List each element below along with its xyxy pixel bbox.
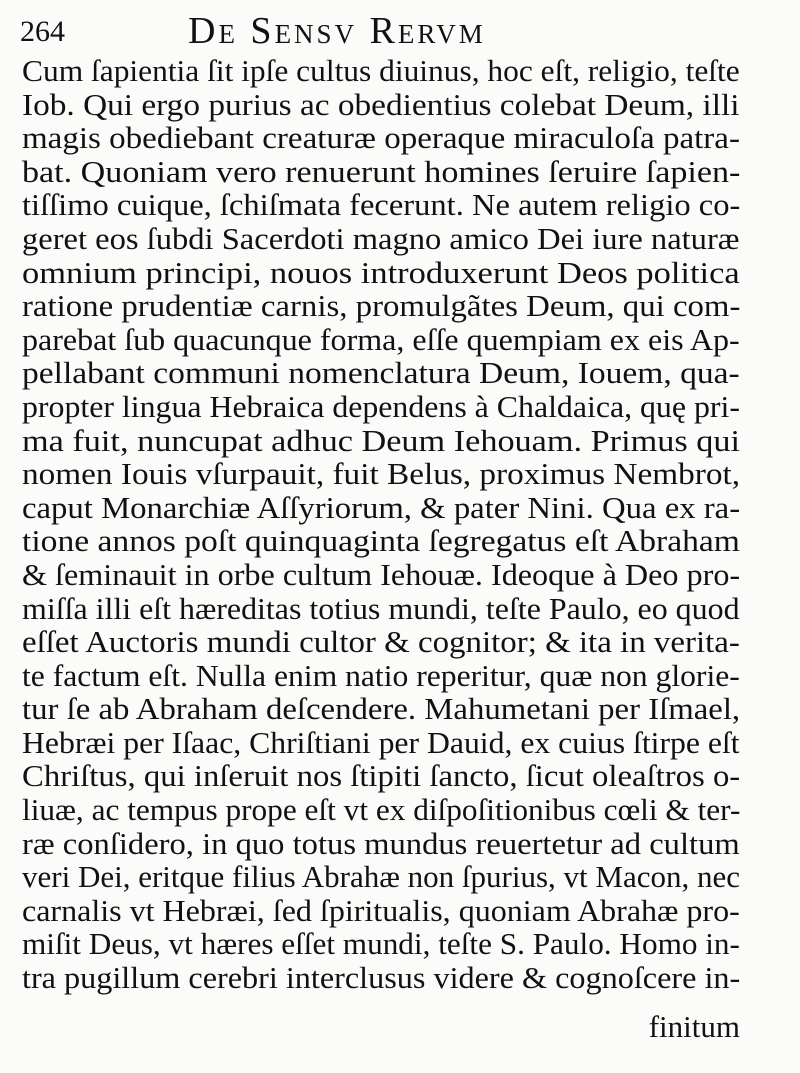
text-line: ræ conſidero, in quo totus mundus reuertetur ad cultum bbox=[22, 825, 740, 861]
text-line: & ſeminauit in orbe cultum Iehouæ. Ideoque à Deo pro- bbox=[22, 556, 741, 592]
text-line: te factum eſt. Nulla enim natio reperitur, quæ non glorie- bbox=[22, 657, 740, 693]
text-line: propter lingua Hebraica dependens à Chaldaica, quę pri- bbox=[22, 388, 740, 424]
text-line: geret eos ſubdi Sacerdoti magno amico Dei iure naturæ bbox=[22, 220, 740, 256]
text-line: miſit Deus, vt hæres eſſet mundi, teſte S. Paulo. Homo in- bbox=[22, 926, 740, 962]
text-line: tione annos poſt quinquaginta ſegregatus eſt Abraham bbox=[22, 523, 740, 559]
text-line: Cum ſapientia ſit ipſe cultus diuinus, hoc eſt, religio, teſte bbox=[22, 53, 740, 88]
text-line: tra pugillum cerebri interclusus videre & cognoſcere in- bbox=[22, 960, 741, 996]
text-line: bat. Quoniam vero renuerunt homines ſeruire ſapien- bbox=[22, 153, 741, 189]
text-line: nomen Iouis vſurpauit, fuit Belus, proximus Nembrot, bbox=[22, 456, 741, 492]
page-number: 264 bbox=[20, 15, 65, 48]
text-line: pellabant communi nomenclatura Deum, Iouem, qua- bbox=[22, 355, 740, 391]
text-line: ratione prudentiæ carnis, promulgãtes Deum, qui com- bbox=[22, 288, 741, 324]
body-text bbox=[22, 54, 740, 995]
text-line: carnalis vt Hebræi, ſed ſpiritualis, quoniam Abrahæ pro- bbox=[22, 892, 740, 928]
text-line: veri Dei, eritque filius Abrahæ non ſpurius, vt Macon, nec bbox=[22, 859, 741, 895]
text-line: magis obediebant creaturæ operaque miraculoſa patra- bbox=[22, 120, 740, 156]
text-line: Iob. Qui ergo purius ac obedientius colebat Deum, illi bbox=[22, 86, 740, 122]
text-line: miſſa illi eſt hæreditas totius mundi, teſte Paulo, eo quod bbox=[22, 590, 740, 626]
text-line: omnium principi, nouos introduxerunt Deos politica bbox=[22, 254, 740, 290]
running-head bbox=[20, 10, 780, 50]
text-line: ma fuit, nuncupat adhuc Deum Iehouam. Primus qui bbox=[22, 422, 741, 458]
text-line: Chriſtus, qui inſeruit nos ſtipiti ſancto, ſicut oleaſtros o- bbox=[22, 758, 741, 794]
text-line: parebat ſub quacunque forma, eſſe quempiam ex eis Ap- bbox=[22, 321, 740, 357]
text-line: eſſet Auctoris mundi cultor & cognitor; & ita in verita- bbox=[22, 624, 740, 660]
catchword: finitum bbox=[648, 1009, 740, 1044]
text-line: liuæ, ac tempus prope eſt vt ex diſpoſitionibus cœli & ter- bbox=[22, 792, 741, 828]
text-line: Hebræi per Iſaac, Chriſtiani per Dauid, ex cuius ſtirpe eſt bbox=[22, 724, 740, 760]
text-line: caput Monarchiæ Aſſyriorum, & pater Nini. Qua ex ra- bbox=[22, 489, 741, 525]
text-line: tiſſimo cuique, ſchiſmata fecerunt. Ne autem religio co- bbox=[22, 187, 741, 223]
text-line: tur ſe ab Abraham deſcendere. Mahumetani per Iſmael, bbox=[22, 691, 741, 727]
running-title: De Sensv Rervm bbox=[188, 10, 486, 52]
